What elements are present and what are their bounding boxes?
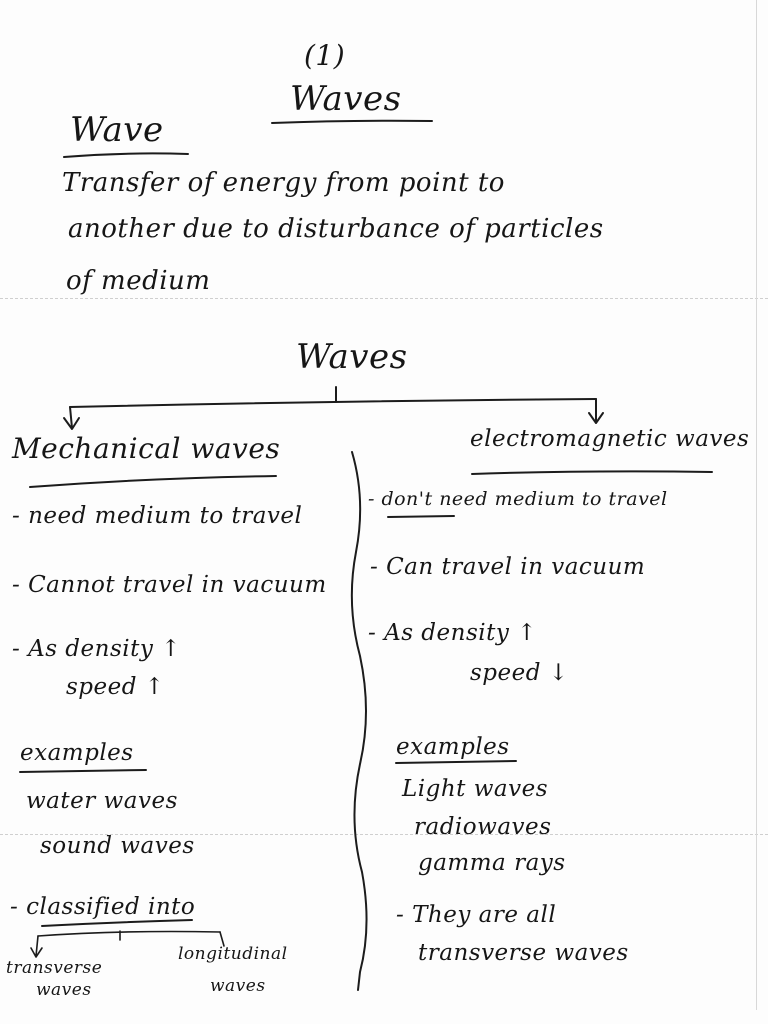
electromagnetic-heading-underline — [472, 471, 712, 474]
classified-underline — [42, 920, 192, 926]
mechanical-waves-heading: Mechanical waves — [12, 432, 281, 465]
electromagnetic-examples-heading: examples — [396, 734, 510, 760]
electromagnetic-point-1: - don't need medium to travel — [368, 488, 668, 510]
electromagnetic-point-3: - As density ↑ — [368, 620, 537, 646]
electromagnetic-waves-heading: electromagnetic waves — [470, 426, 750, 452]
types-arrow-left — [31, 936, 42, 957]
definition-heading: Wave — [70, 110, 164, 150]
tree-branch — [70, 399, 596, 407]
electromagnetic-example-1: Light waves — [402, 776, 549, 802]
electromagnetic-note-2: transverse waves — [418, 940, 629, 966]
electromagnetic-note-1: - They are all — [396, 902, 557, 928]
tree-arrow-right — [589, 399, 603, 423]
dont-underline — [388, 516, 454, 517]
definition-line-1: Transfer of energy from point to — [62, 168, 505, 198]
definition-line-2: another due to disturbance of particles — [68, 214, 604, 244]
classified-into: - classified into — [10, 894, 196, 920]
page-number: (1) — [304, 39, 346, 72]
diagram-root-label: Waves — [296, 337, 408, 377]
type-longitudinal-line-1: longitudinal — [178, 944, 288, 964]
tree-arrow-left — [64, 407, 79, 429]
definition-heading-underline — [64, 153, 188, 157]
mechanical-heading-underline — [30, 476, 276, 487]
type-transverse-line-2: waves — [36, 980, 92, 1000]
definition-line-3: of medium — [66, 266, 211, 296]
mechanical-example-1: water waves — [26, 788, 178, 814]
electromagnetic-examples-underline — [396, 761, 516, 763]
mechanical-point-2: - Cannot travel in vacuum — [12, 572, 327, 598]
page-title: Waves — [290, 79, 402, 119]
mechanical-point-4: speed ↑ — [66, 674, 165, 700]
type-transverse-line-1: transverse — [6, 958, 103, 978]
mechanical-examples-heading: examples — [20, 740, 134, 766]
types-arrow-right — [220, 932, 224, 946]
electromagnetic-example-2: radiowaves — [414, 814, 552, 840]
title-underline — [272, 121, 432, 123]
type-longitudinal-line-2: waves — [210, 976, 266, 996]
electromagnetic-example-3: gamma rays — [418, 850, 566, 876]
mechanical-point-1: - need medium to travel — [12, 503, 303, 529]
mechanical-examples-underline — [20, 770, 146, 772]
column-divider — [352, 452, 367, 990]
electromagnetic-point-2: - Can travel in vacuum — [370, 554, 646, 580]
mechanical-point-3: - As density ↑ — [12, 636, 181, 662]
electromagnetic-point-4: speed ↓ — [470, 660, 569, 686]
types-branch — [38, 932, 220, 937]
mechanical-example-2: sound waves — [40, 833, 195, 859]
